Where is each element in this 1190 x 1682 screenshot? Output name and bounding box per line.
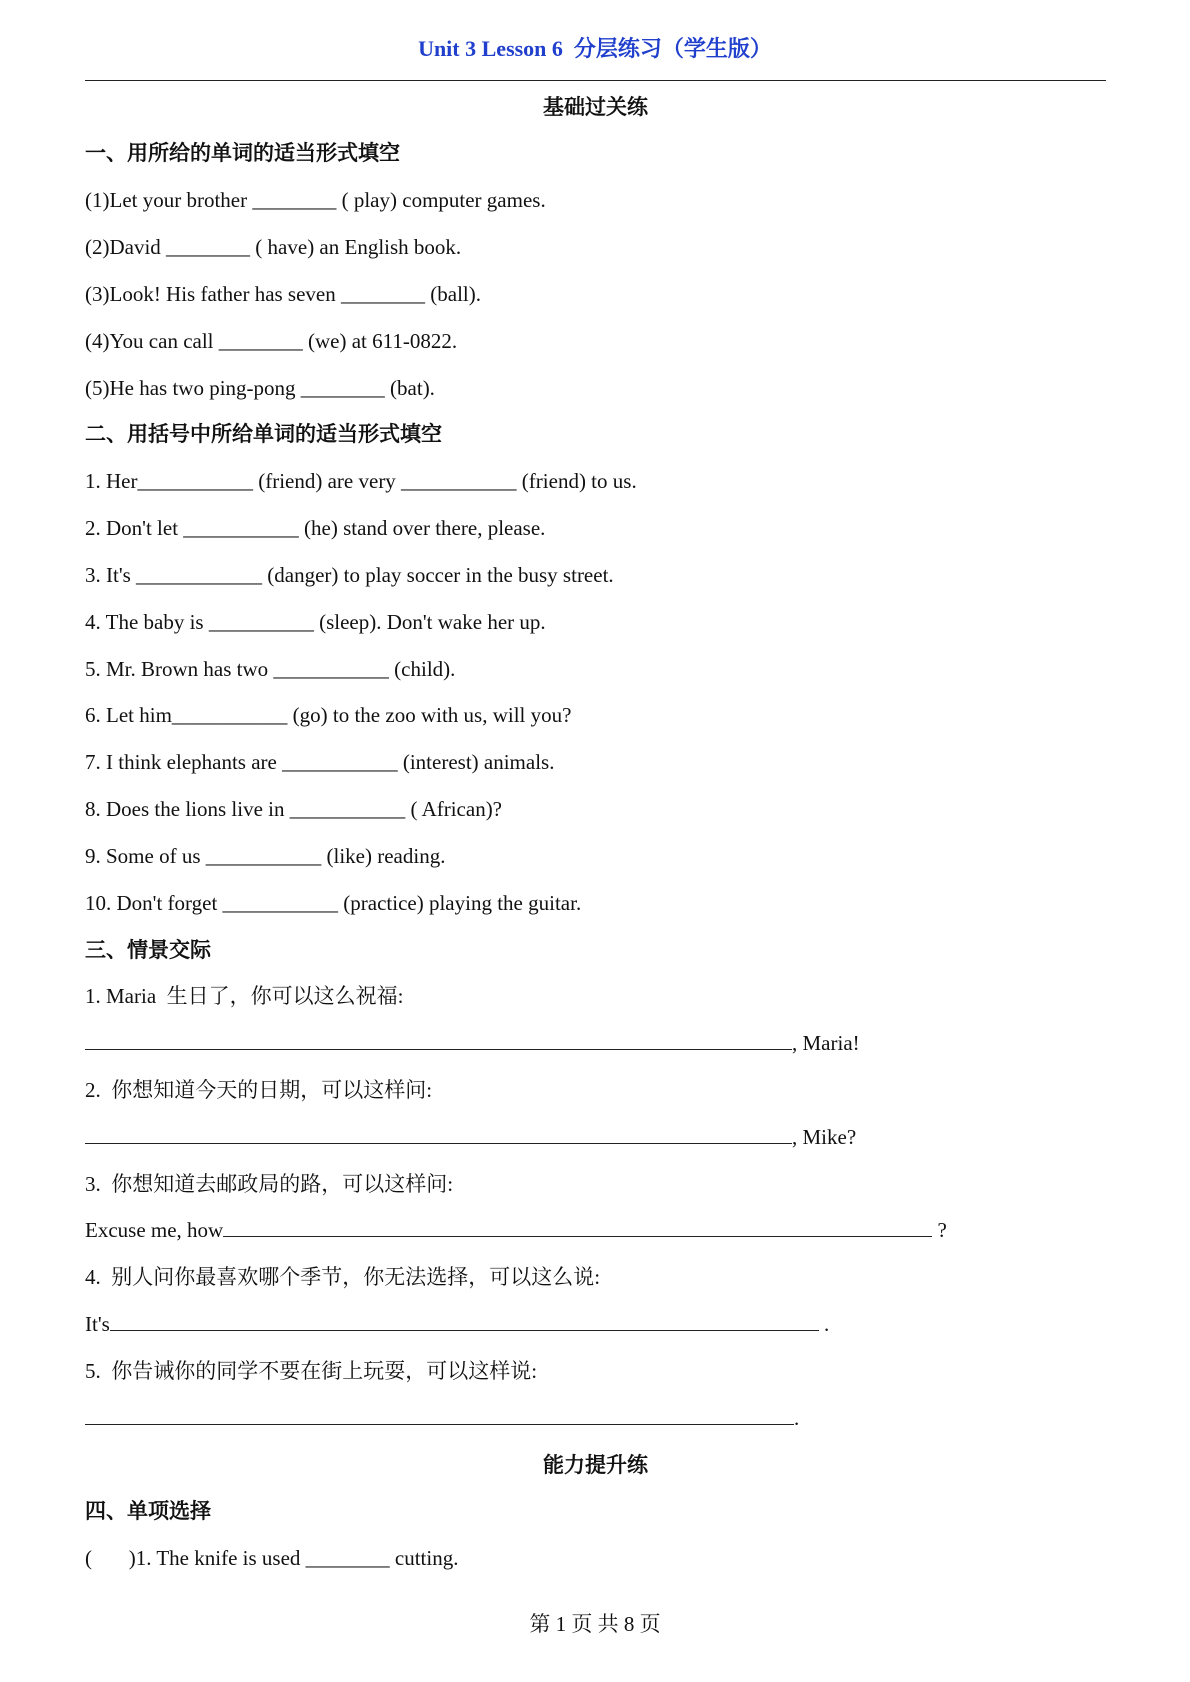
section4-heading: 四、单项选择 (85, 1499, 211, 1524)
section1-question-2: (2)David ________ ( have) an English book. (85, 235, 462, 260)
section1-question-5: (5)He has two ping-pong ________ (bat). (85, 375, 435, 400)
answer-blank-line (85, 1028, 792, 1050)
answer-suffix: ? (932, 1218, 947, 1243)
section2-question-5: 5. Mr. Brown has two ___________ (child). (85, 656, 456, 681)
section3-heading: 三、情景交际 (85, 937, 211, 962)
section3-prompt-1: 1. Maria 生日了，你可以这么祝福: (85, 984, 404, 1009)
section3-answer-row-2 (85, 1114, 1106, 1161)
section3-answer-row-3 (85, 1207, 1106, 1254)
page-footer: 第 1 页 共 8 页 (529, 1612, 661, 1636)
part-title-advanced: 能力提升练 (543, 1452, 648, 1477)
answer-blank-line (85, 1403, 794, 1425)
section3-prompt-3: 3. 你想知道去邮政局的路，可以这样问: (85, 1171, 454, 1196)
section1-question-1: (1)Let your brother ________ ( play) computer games. (85, 188, 546, 213)
answer-blank-line (85, 1122, 792, 1144)
section4-question-1: ( )1. The knife is used ________ cutting. (85, 1546, 459, 1571)
answer-suffix: . (794, 1405, 800, 1430)
answer-blank-line (110, 1309, 819, 1331)
answer-prefix: It's (85, 1312, 110, 1337)
section3-answer-row-5 (85, 1395, 1106, 1442)
section3-answer-row-1 (85, 1020, 1106, 1067)
section3-answer-row-4 (85, 1301, 1106, 1348)
document-title: Unit 3 Lesson 6 分层练习（学生版） (418, 36, 772, 61)
section2-question-8: 8. Does the lions live in ___________ ( African)? (85, 797, 503, 822)
section3-prompt-4: 4. 别人问你最喜欢哪个季节，你无法选择，可以这么说: (85, 1265, 601, 1290)
part-title-basic: 基础过关练 (543, 94, 648, 119)
answer-prefix: Excuse me, how (85, 1218, 224, 1243)
section1-question-3: (3)Look! His father has seven ________ (ball). (85, 281, 481, 306)
section3-prompt-2: 2. 你想知道今天的日期，可以这样问: (85, 1077, 433, 1102)
worksheet-body (85, 84, 1106, 1583)
section2-question-7: 7. I think elephants are ___________ (interest) animals. (85, 750, 555, 775)
section1-question-4: (4)You can call ________ (we) at 611-0822. (85, 328, 458, 353)
section3-prompt-5: 5. 你告诫你的同学不要在街上玩耍，可以这样说: (85, 1358, 538, 1383)
answer-suffix: , Maria! (792, 1031, 860, 1056)
section2-question-2: 2. Don't let ___________ (he) stand over there, please. (85, 516, 546, 541)
section2-question-6: 6. Let him___________ (go) to the zoo with us, will you? (85, 703, 572, 728)
section2-question-1: 1. Her___________ (friend) are very ___________ (friend) to us. (85, 469, 637, 494)
header-divider (85, 80, 1106, 81)
answer-blank-line (223, 1215, 932, 1237)
answer-suffix: . (818, 1312, 830, 1337)
section2-heading: 二、用括号中所给单词的适当形式填空 (85, 422, 442, 447)
section2-question-10: 10. Don't forget ___________ (practice) playing the guitar. (85, 890, 582, 915)
answer-suffix: , Mike? (792, 1124, 857, 1149)
section1-heading: 一、用所给的单词的适当形式填空 (85, 141, 400, 166)
section2-question-4: 4. The baby is __________ (sleep). Don't wake her up. (85, 609, 546, 634)
section2-question-3: 3. It's ____________ (danger) to play soccer in the busy street. (85, 562, 614, 587)
section2-question-9: 9. Some of us ___________ (like) reading. (85, 843, 446, 868)
